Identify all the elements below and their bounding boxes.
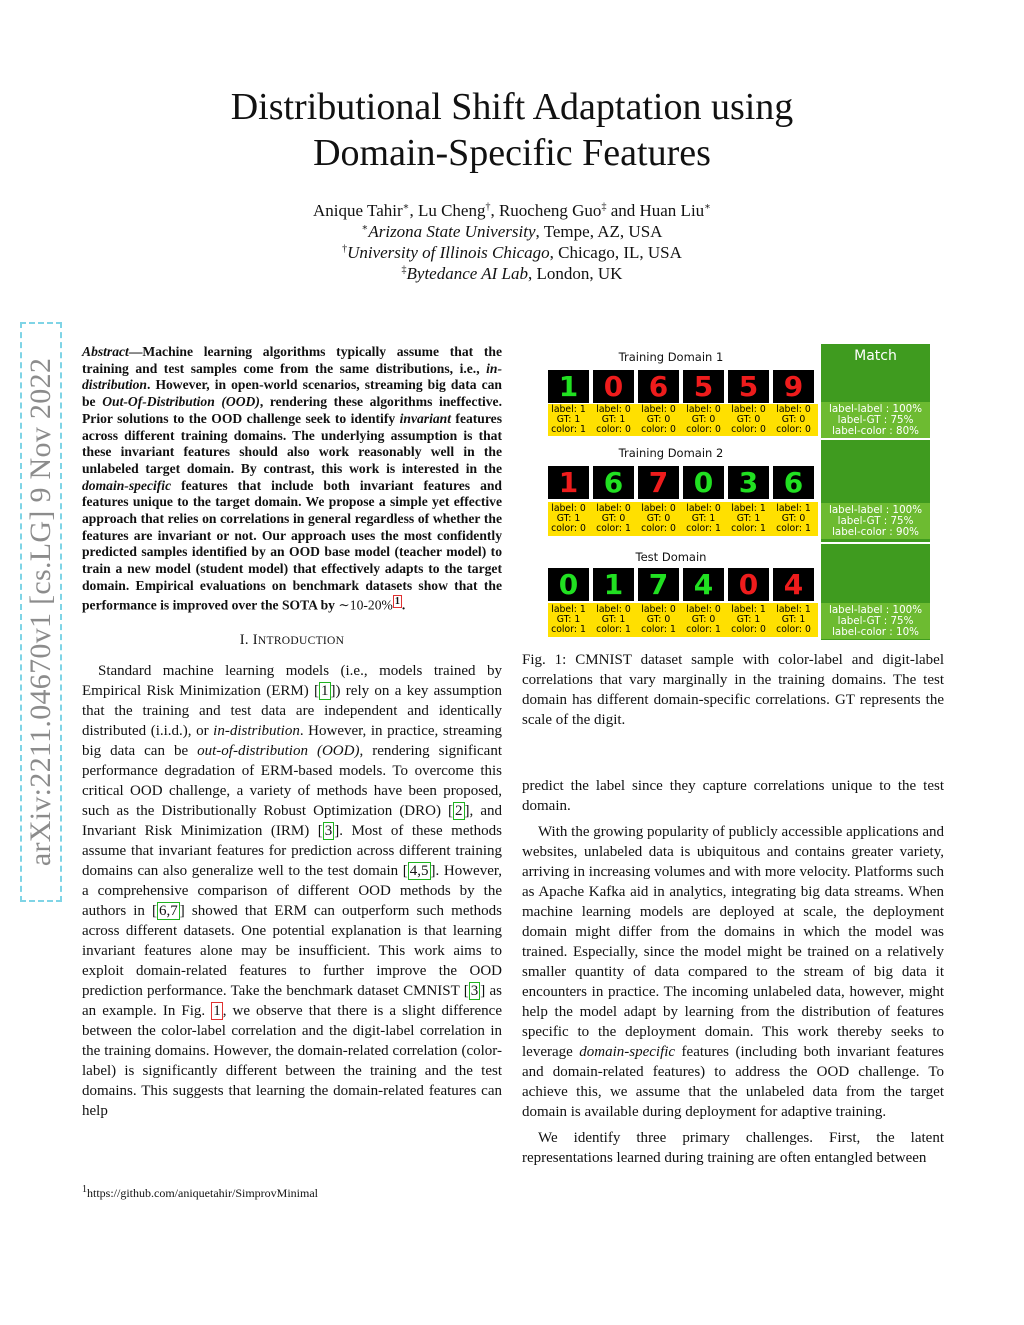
affiliation-mark: ‡ [401,264,407,276]
author-name: Huan Liu [639,201,705,220]
label-value: label: 0 [596,503,631,514]
digit-glyph: 6 [648,370,669,403]
author-sep: , [409,201,418,220]
stat-label-color: label-color : 80% [832,424,919,437]
stat-label-gt: label-GT : 75% [837,614,914,627]
intro-text: . However, in practice, streaming big data can be [82,722,503,759]
digit-image [548,370,589,403]
digit-row [548,370,814,403]
abstract-text: features across different training domains. The underlying assumption is that these invariant features should also work reasonably well in the unlabeled target domain. By contrast, this work is interested in the [82,410,502,476]
section-number: I. [239,631,249,648]
digit-glyph: 9 [783,370,804,403]
digit-image [638,568,679,601]
digit-glyph: 0 [738,568,759,601]
gt-value: GT: 0 [691,614,716,626]
digit-glyph: 0 [558,568,579,601]
label-value: label: 0 [641,503,676,514]
digit-glyph: 4 [783,568,804,601]
sample-label [773,504,814,535]
affiliation [0,221,1024,242]
gt-value: GT: 1 [556,614,581,626]
gt-value: GT: 1 [736,513,761,525]
digit-image [593,466,634,499]
digit-glyph: 1 [558,466,579,499]
arxiv-stamp-text: arXiv:2211.04670v1 [cs.LG] 9 Nov 2022 [24,357,57,867]
caption-label: Fig. 1: [522,652,567,668]
digit-glyph: 5 [693,370,714,403]
sample-label [728,405,769,436]
intro-text: ]. However, a comprehensive comparison of different OOD methods by the authors in [ [82,862,503,919]
stat-label-gt: label-GT : 75% [837,514,914,527]
author-sep: , [490,201,499,220]
sample-label [683,405,724,436]
intro-text: Standard machine learning models (i.e., models trained by Empirical Risk Minimization (ERM) [ [82,662,502,699]
abstract-text: Machine learning algorithms typically assume that the training and test samples come from the same distributions, i.e., [82,344,502,376]
abstract-emph: Out-Of-Distribution (OOD) [102,394,260,410]
sample-label [593,605,634,636]
citation-link[interactable]: 6,7 [159,902,178,919]
author-mark: † [485,201,491,213]
stat-label-label: label-label : 100% [829,504,922,516]
label-value: label: 0 [686,503,721,514]
gt-value: GT: 0 [646,513,671,525]
abstract-text: . [401,597,406,613]
digit-image [593,568,634,601]
intro-text: ] as an example. In Fig. [82,982,502,1019]
digit-image [773,466,814,499]
color-value: color: 1 [596,523,631,535]
body-text: With the growing popularity of publicly accessible applications and websites, unlabeled data is ubiquitous and contains greater variety, arriving in increasing volumes and with more velocity. Platforms such as Apache Kafka aid in analytics, integrating big data streams. When machine learning models are deployed at scale, the deployment domain might differ from the domains in which the model was trained. Especially, since the model might be trained on a relatively smaller quantity of data compared to the stream of big data it encounters in practice. The incoming unlabeled data, however, might help the model adapt by learning from the distribution of features specific to the deployment domain. This work thereby seeks to leverage [522,824,944,1060]
color-value: color: 1 [686,624,721,636]
label-row [548,405,814,436]
gt-value: GT: 0 [781,414,806,426]
color-value: color: 0 [641,424,676,436]
domain-title: Test Domain [635,550,707,564]
stat-label-color: label-color : 90% [832,525,919,538]
color-value: color: 0 [551,523,586,535]
affiliation [0,263,1024,284]
section-name-cap: I [252,631,258,648]
paper-title [0,84,1024,176]
label-value: label: 1 [731,503,766,514]
correlation-stats [821,503,930,539]
author-name: Lu Cheng [417,201,486,220]
digit-glyph: 3 [738,466,759,499]
gt-value: GT: 0 [646,414,671,426]
digit-image [548,568,589,601]
sample-label [683,605,724,636]
affiliation-mark: ∗ [361,222,369,234]
sample-label [593,405,634,436]
digit-glyph: 4 [693,568,714,601]
body-paragraph: predict the label since they capture correlations unique to the test domain. [522,778,944,814]
domain-title: Training Domain 1 [618,350,724,364]
color-value: color: 0 [776,424,811,436]
correlation-stats [821,402,930,438]
body-paragraph: We identify three primary challenges. First, the latent representations learned during training are often entangled between [522,1130,944,1166]
author-names [0,200,1024,221]
sample-label [548,504,589,535]
left-column [82,344,502,1127]
color-value: color: 1 [551,624,586,636]
sample-label [638,405,679,436]
body-emph: domain-specific [579,1044,676,1060]
label-row [548,605,814,636]
sample-label [548,405,589,436]
affiliation-location: , Tempe, AZ, USA [535,222,663,241]
affiliation-institution: Arizona State University [368,222,536,241]
affiliation-location: , London, UK [528,264,623,283]
author-name: Ruocheng Guo [498,201,602,220]
affiliation-institution: Bytedance AI Lab [406,264,529,283]
match-title: Match [854,348,897,364]
sample-label [638,605,679,636]
sample-label [728,504,769,535]
intro-text: ] showed that ERM can outperform such methods across different datasets. One potential explanation is that learning invariant features alone may be insufficient. This work aims to exploit domain-related features to further improve the OOD prediction performance. Take the benchmark dataset CMNIST [ [82,902,502,999]
gt-value: GT: 1 [601,414,626,426]
digit-glyph: 5 [738,370,759,403]
gt-value: GT: 1 [556,513,581,525]
color-value: color: 0 [686,424,721,436]
affiliation-institution: University of Illinois Chicago [347,243,550,262]
intro-text: , we observe that there is a slight difference between the color-label correlation and the digit-label correlation in the training domains. However, the domain-related correlation (color-label) is significantly different between the training and the test domains. This suggests that learning the domain-related features can help [82,1002,502,1119]
abstract-text: . However, in open-world scenarios, streaming big data can be [82,377,502,410]
gt-value: GT: 0 [736,414,761,426]
author-mark: ∗ [704,201,711,213]
body-paragraph [522,822,944,1122]
digit-image [728,568,769,601]
digit-image [683,370,724,403]
digit-image [548,466,589,499]
digit-glyph: 0 [603,370,624,403]
color-value: color: 1 [686,523,721,535]
footnote [82,1186,502,1201]
intro-text: ]) rely on a key assumption that the training and test data are independent and identically distributed (i.i.d.), or [82,682,502,739]
label-value: label: 1 [551,404,586,415]
footnote-link[interactable]: 1 [394,595,400,607]
cmnist-figure [526,344,930,640]
author-mark: ‡ [601,201,607,213]
digit-glyph: 1 [603,568,624,601]
body-text: features (including both invariant features and domain-related features) to address the OOD challenge. To achieve this, we assume that the unlabeled data from the target domain is available during deployment for adaptive training. [522,1044,944,1120]
digit-glyph: 6 [783,466,804,499]
section-name-rest: NTRODUCTION [257,634,345,647]
stat-label-label: label-label : 100% [829,604,922,616]
caption-text: CMNIST dataset sample with color-label and digit-label correlations that vary marginally in the training domains. The test domain has different domain-specific correlations. GT represents the scale of the digit. [522,652,944,728]
intro-paragraph [82,661,502,1121]
abstract-emph: in-distribution [82,360,502,393]
digit-image [638,370,679,403]
correlation-stats [821,603,930,639]
digit-glyph: 0 [693,466,714,499]
sample-label [773,405,814,436]
sample-label [728,605,769,636]
color-value: color: 0 [731,624,766,636]
color-value: color: 1 [641,624,676,636]
citation-link[interactable]: 2 [455,802,463,819]
title-line-2: Domain-Specific Features [313,132,711,174]
affiliation-mark: † [342,243,348,255]
digit-image [683,568,724,601]
intro-body [82,661,502,1121]
stat-label-gt: label-GT : 75% [837,413,914,426]
abstract-dash: — [128,344,143,359]
footnote-url[interactable]: https://github.com/aniquetahir/SimprovMinimal [87,1186,318,1200]
digit-image [593,370,634,403]
sample-label [638,504,679,535]
footnote-mark: 1 [82,1184,87,1195]
abstract-label: Abstract [82,344,129,359]
digit-row [548,568,814,601]
gt-value: GT: 1 [691,513,716,525]
author-mark: ∗ [402,201,410,213]
citation-link[interactable]: 4,5 [409,862,429,879]
domain-title: Training Domain 2 [618,446,724,460]
title-line-1: Distributional Shift Adaptation using [230,86,794,128]
author-name: Anique Tahir [313,201,403,220]
gt-value: GT: 1 [601,614,626,626]
abstract [82,344,502,614]
label-value: label: 0 [596,604,631,615]
author-block [0,200,1024,284]
color-value: color: 1 [596,624,631,636]
label-value: label: 0 [641,404,676,415]
intro-text: ], and Invariant Risk Minimization (IRM) [ [82,802,502,839]
match-divider [821,542,930,544]
color-value: color: 0 [596,424,631,436]
digit-image [728,370,769,403]
abstract-value: ∼10-20% [338,597,393,613]
color-value: color: 0 [776,624,811,636]
figure-link[interactable]: 1 [213,1002,221,1019]
citation-link[interactable]: 3 [470,982,479,999]
color-value: color: 1 [551,424,586,436]
sample-label [773,605,814,636]
color-value: color: 1 [776,523,811,535]
right-body [522,776,944,1174]
match-divider [821,438,930,440]
sample-label [548,605,589,636]
gt-value: GT: 1 [781,614,806,626]
stat-label-label: label-label : 100% [829,403,922,415]
label-value: label: 0 [731,404,766,415]
gt-value: GT: 0 [646,614,671,626]
gt-value: GT: 0 [601,513,626,525]
digit-image [728,466,769,499]
digit-image [638,466,679,499]
right-column [522,344,944,730]
gt-value: GT: 1 [556,414,581,426]
match-panel [821,344,930,640]
stat-label-color: label-color : 10% [832,625,919,638]
label-value: label: 0 [776,404,811,415]
abstract-emph: domain-specific [82,477,172,493]
color-value: color: 0 [641,523,676,535]
citation-link[interactable]: 1 [321,682,329,699]
label-value: label: 0 [686,404,721,415]
label-value: label: 1 [776,503,811,514]
digit-glyph: 6 [603,466,624,499]
color-value: color: 1 [731,523,766,535]
figure-caption [522,650,944,730]
label-row [548,504,814,535]
intro-text: ]. Most of these methods assume that invariant features for prediction across different training domains can also generalize well to the test domain [ [82,822,502,879]
intro-emph: out-of-distribution (OOD) [197,742,360,759]
intro-emph: in-distribution [213,722,300,739]
gt-value: GT: 0 [781,513,806,525]
label-value: label: 0 [641,604,676,615]
digit-glyph: 7 [648,466,669,499]
label-value: label: 1 [551,604,586,615]
label-value: label: 0 [596,404,631,415]
digit-row [548,466,814,499]
label-value: label: 0 [551,503,586,514]
digit-image [683,466,724,499]
abstract-text: features that include both invariant features and features unique to the target domain. We propose a simple yet effective approach that relies on correlations in general regardless of whether the features are invariant or not. Our approach uses the most confidently predicted samples identified by an OOD base model (teacher model) to train a new model (student model) that effectively adapts to the target domain. Empirical evaluations on benchmark datasets show that the performance is improved over the SOTA by [82,477,502,613]
author-sep: and [606,201,640,220]
label-value: label: 1 [776,604,811,615]
citation-link[interactable]: 3 [324,822,333,839]
sample-label [683,504,724,535]
digit-glyph: 7 [648,568,669,601]
gt-value: GT: 0 [691,414,716,426]
intro-text: , rendering significant performance degradation of ERM-based models. To overcome this critical OOD challenge, a variety of methods have been proposed, such as the Distributionally Robust Optimization (DRO) [ [82,742,502,819]
arxiv-stamp[interactable] [20,322,62,902]
color-value: color: 0 [731,424,766,436]
gt-value: GT: 1 [736,614,761,626]
label-value: label: 1 [731,604,766,615]
digit-image [773,568,814,601]
label-value: label: 0 [686,604,721,615]
abstract-text: , rendering these algorithms ineffective. Prior solutions to the OOD challenge seek to identify [82,394,502,426]
affiliation-location: , Chicago, IL, USA [549,243,682,262]
sample-label [593,504,634,535]
abstract-emph: invariant [399,410,451,426]
digit-image [773,370,814,403]
affiliation [0,242,1024,263]
section-heading [82,632,502,649]
digit-glyph: 1 [558,370,579,403]
